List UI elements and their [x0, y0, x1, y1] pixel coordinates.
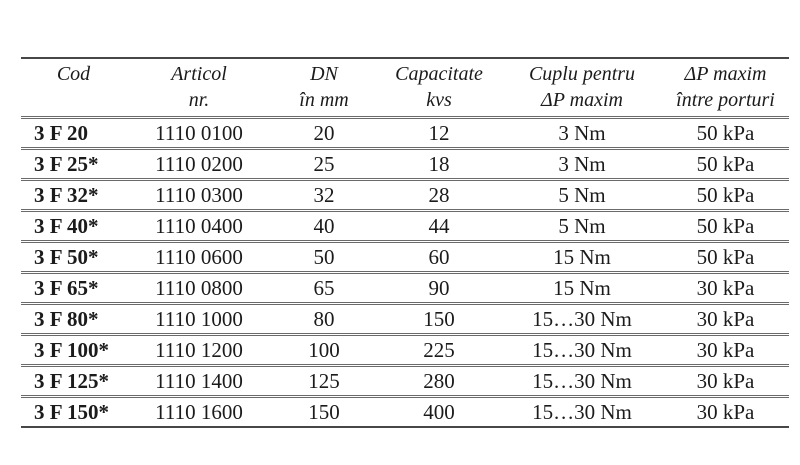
cell-dp-maxim: 50 kPa: [696, 151, 755, 176]
cell-capacitate: 225: [423, 337, 455, 362]
col-header-dn-line2: în mm: [299, 89, 349, 111]
cell-cuplu: 15…30 Nm: [532, 337, 632, 362]
col-header-cuplu-line2: ΔP maxim: [541, 89, 623, 111]
cell-cuplu: 3 Nm: [558, 120, 606, 145]
cell-cuplu: 3 Nm: [558, 151, 606, 176]
cell-cod: 3 F 50*: [34, 244, 99, 269]
cell-articol-nr: 1110 0800: [155, 275, 243, 300]
cell-dp-maxim: 30 kPa: [696, 368, 755, 393]
cell-dn: 20: [313, 120, 335, 145]
cell-capacitate: 28: [428, 182, 450, 207]
col-header-dp-maxim-line1: ΔP maxim: [684, 63, 767, 85]
col-header-cod: [21, 58, 126, 118]
cell-cuplu: 15 Nm: [553, 244, 611, 269]
col-header-dn-line1: DN: [310, 63, 338, 85]
cell-dn: 50: [313, 244, 335, 269]
cell-cod: 3 F 100*: [34, 337, 110, 362]
cell-capacitate: 400: [423, 399, 455, 424]
cell-dp-maxim: 30 kPa: [696, 306, 755, 331]
cell-capacitate: 18: [428, 151, 450, 176]
cell-articol-nr: 1110 0300: [155, 182, 243, 207]
col-header-articol-line1: Articol: [171, 63, 227, 85]
cell-dp-maxim: 30 kPa: [696, 337, 755, 362]
col-header-cod-line2: [23, 87, 124, 113]
cell-cuplu: 15…30 Nm: [532, 368, 632, 393]
cell-articol-nr: 1110 0600: [155, 244, 243, 269]
cell-capacitate: 150: [423, 306, 455, 331]
valve-spec-table: [21, 57, 789, 428]
cell-articol-nr: 1110 0100: [155, 120, 243, 145]
cell-cuplu: 15…30 Nm: [532, 306, 632, 331]
cell-articol-nr: 1110 0400: [155, 213, 243, 238]
cell-cod: 3 F 150*: [34, 399, 110, 424]
col-header-articol-nr: [126, 58, 272, 118]
cell-cuplu: 5 Nm: [558, 182, 606, 207]
col-header-dp-maxim: [662, 58, 789, 118]
cell-articol-nr: 1110 0200: [155, 151, 243, 176]
table-row: [21, 149, 789, 180]
table-body: [21, 118, 789, 428]
col-header-dp-maxim-line2: între porturi: [676, 89, 775, 111]
cell-dn: 32: [313, 182, 335, 207]
cell-dp-maxim: 30 kPa: [696, 399, 755, 424]
table-row: [21, 211, 789, 242]
col-header-cuplu: [502, 58, 662, 118]
cell-capacitate: 90: [428, 275, 450, 300]
table-row: [21, 397, 789, 428]
cell-cod: 3 F 20: [34, 120, 89, 145]
cell-cuplu: 15 Nm: [553, 275, 611, 300]
cell-cod: 3 F 80*: [34, 306, 99, 331]
cell-dp-maxim: 30 kPa: [696, 275, 755, 300]
cell-dn: 40: [313, 213, 335, 238]
col-header-capacitate-line1: Capacitate: [395, 63, 483, 85]
cell-dp-maxim: 50 kPa: [696, 244, 755, 269]
table-row: [21, 242, 789, 273]
cell-articol-nr: 1110 1400: [155, 368, 243, 393]
cell-cod: 3 F 32*: [34, 182, 99, 207]
col-header-articol-line2: nr.: [188, 89, 210, 111]
cell-articol-nr: 1110 1200: [155, 337, 243, 362]
cell-dp-maxim: 50 kPa: [696, 213, 755, 238]
valve-spec-table-wrap: [21, 57, 789, 428]
cell-dp-maxim: 50 kPa: [696, 182, 755, 207]
cell-cod: 3 F 40*: [34, 213, 99, 238]
cell-dn: 65: [313, 275, 335, 300]
cell-dp-maxim: 50 kPa: [696, 120, 755, 145]
cell-cuplu: 5 Nm: [558, 213, 606, 238]
table-row: [21, 180, 789, 211]
col-header-cuplu-line1: Cuplu pentru: [528, 63, 636, 85]
table-header: [21, 58, 789, 118]
cell-cod: 3 F 125*: [34, 368, 110, 393]
cell-capacitate: 280: [423, 368, 455, 393]
cell-cod: 3 F 25*: [34, 151, 99, 176]
cell-dn: 80: [313, 306, 335, 331]
table-row: [21, 273, 789, 304]
cell-articol-nr: 1110 1000: [155, 306, 243, 331]
cell-cuplu: 15…30 Nm: [532, 399, 632, 424]
col-header-cod-line1: Cod: [56, 63, 91, 85]
table-row: [21, 335, 789, 366]
col-header-dn: [272, 58, 376, 118]
cell-capacitate: 12: [428, 120, 450, 145]
cell-dn: 25: [313, 151, 335, 176]
cell-dn: 150: [308, 399, 340, 424]
table-row: [21, 118, 789, 149]
cell-articol-nr: 1110 1600: [155, 399, 243, 424]
table-row: [21, 366, 789, 397]
col-header-capacitate-line2: kvs: [426, 89, 452, 111]
cell-cod: 3 F 65*: [34, 275, 99, 300]
cell-capacitate: 60: [428, 244, 450, 269]
cell-dn: 100: [308, 337, 340, 362]
header-row: [21, 58, 789, 118]
cell-dn: 125: [308, 368, 340, 393]
table-row: [21, 304, 789, 335]
col-header-capacitate: [376, 58, 502, 118]
cell-capacitate: 44: [428, 213, 450, 238]
